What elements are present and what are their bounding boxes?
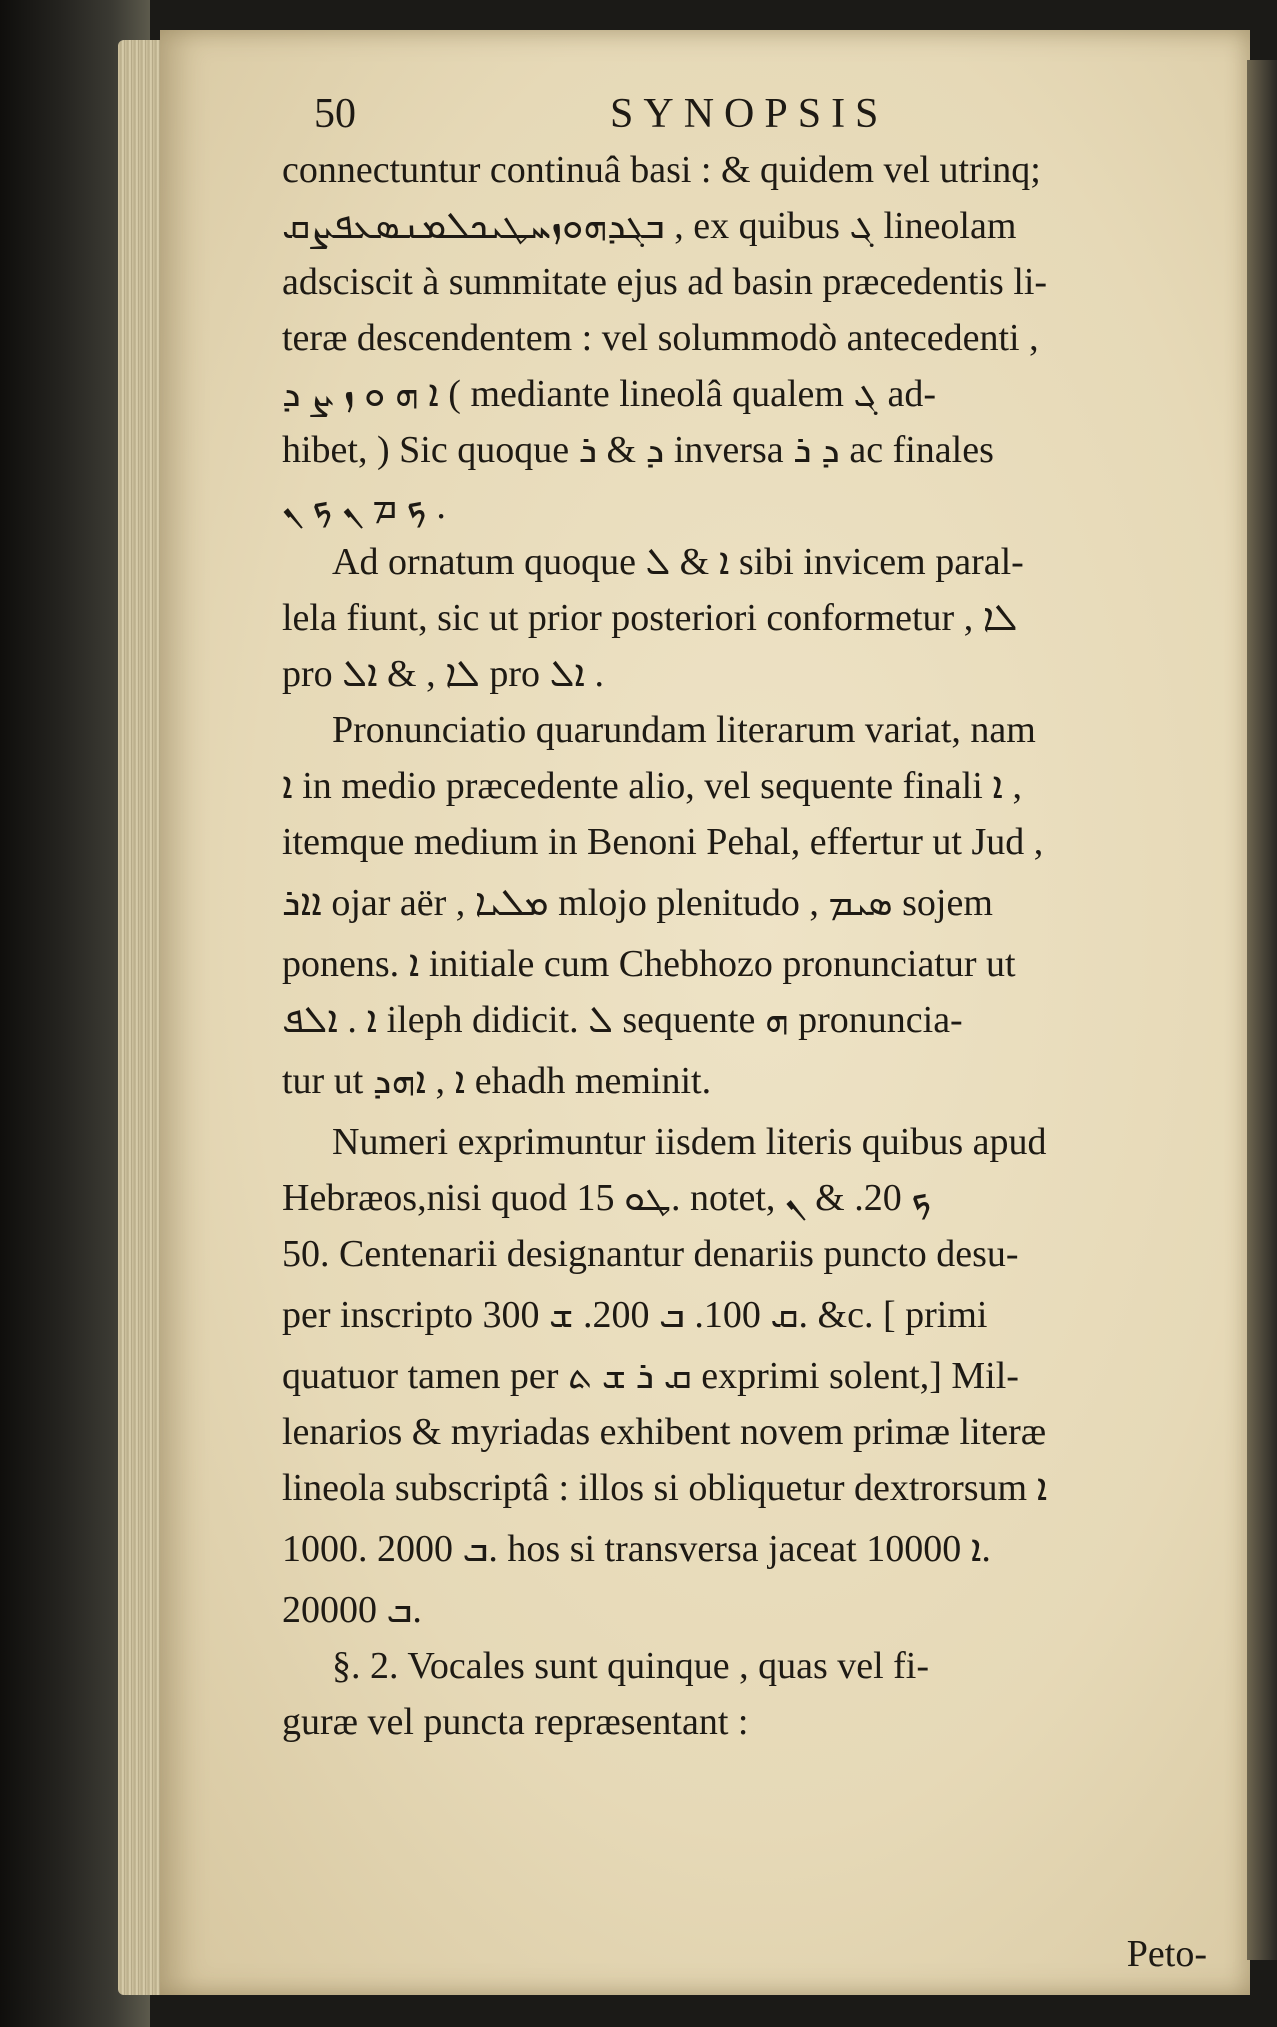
text-line: 1000. ܒ 2000. hos si transversa jaceat ܐ 10000. [282, 1528, 991, 1570]
text-line: Hebræos,nisi quod ܛܘ 15. notet, ܟ 20. & ܢ [282, 1177, 932, 1219]
text-line: connectuntur continuâ basi : & quidem vel utrinq; [282, 149, 1041, 191]
section-heading-line: §. 2. Vocales sunt quinque , quas vel fi- [332, 1645, 930, 1687]
text-line: tur ut ܐ , ܐܗܕ ehadh meminit. [282, 1060, 712, 1102]
text-line: teræ descendentem : vel solummodò antecedenti , [282, 317, 1039, 359]
text-line: lineola subscriptâ : illos si obliquetur dextrorsum ܐ [282, 1467, 1048, 1509]
paragraph-start-line: Pronunciatio quarundam literarum variat, nam [332, 709, 1036, 751]
text-line: ܐ . ܐܠܦ ileph didicit. ܠ sequente ܗ pronuncia- [282, 999, 963, 1041]
running-head: SYNOPSIS [610, 91, 889, 137]
text-line: ܐ ܗ ܘ ܙ ܨ ܕ ( mediante lineolâ qualem ܓ ad- [282, 373, 936, 415]
text-line: lela fiunt, sic ut prior posteriori conformetur , ܠܐ [282, 597, 1018, 639]
paragraph-start-line: Numeri exprimuntur iisdem literis quibus apud [332, 1121, 1047, 1163]
text-line: ponens. ܐ initiale cum Chebhozo pronunciatur ut [282, 943, 1016, 985]
text-line: adsciscit à summitate ejus ad basin præcedentis li- [282, 261, 1048, 303]
text-block [282, 86, 1237, 1750]
paragraph-start-line: Ad ornatum quoque ܐ & ܠ sibi invicem paral- [332, 541, 1024, 583]
text-line: ܐܐܪ ojar aër , ܡܠܝܐ mlojo plenitudo , ܣܝܡ sojem [282, 882, 993, 924]
text-line: ܒܓܕܗܘܙܚܛܝܟܠܡܢܣܥܦܨܩ , ex quibus ܓ lineolam [282, 205, 1017, 247]
text-line: guræ vel puncta repræsentant : [282, 1701, 749, 1743]
text-line: itemque medium in Benoni Pehal, effertur ut Jud , [282, 821, 1044, 863]
text-line: lenarios & myriadas exhibent novem primæ literæ [282, 1411, 1047, 1453]
text-line: 50. Centenarii designantur denariis puncto desu- [282, 1233, 1019, 1275]
text-line: ܟ ܡ ܢ ܟ ܢ . [282, 485, 446, 527]
text-line: per inscripto ܩ 100. ܒ 200. ܫ 300. &c. [ primi [282, 1294, 988, 1336]
text-line: hibet, ) Sic quoque ܕ & ܪ inversa ܕ ܪ ac finales [282, 429, 994, 471]
text-line: quatuor tamen per ܩ ܪ ܫ ܬ exprimi solent,] Mil- [282, 1355, 1019, 1397]
page-number: 50 [314, 91, 356, 137]
text-line: ܒ 20000. [282, 1589, 422, 1631]
page-header [282, 86, 1237, 142]
text-line: ܐ in medio præcedente alio, vel sequente finali ܐ , [282, 765, 1022, 807]
catchword: Peto- [1126, 1933, 1207, 1975]
gutter-shadow [1247, 60, 1277, 1960]
text-line: pro ܠܐ , & ܐܠ pro ܐܠ . [282, 653, 604, 695]
